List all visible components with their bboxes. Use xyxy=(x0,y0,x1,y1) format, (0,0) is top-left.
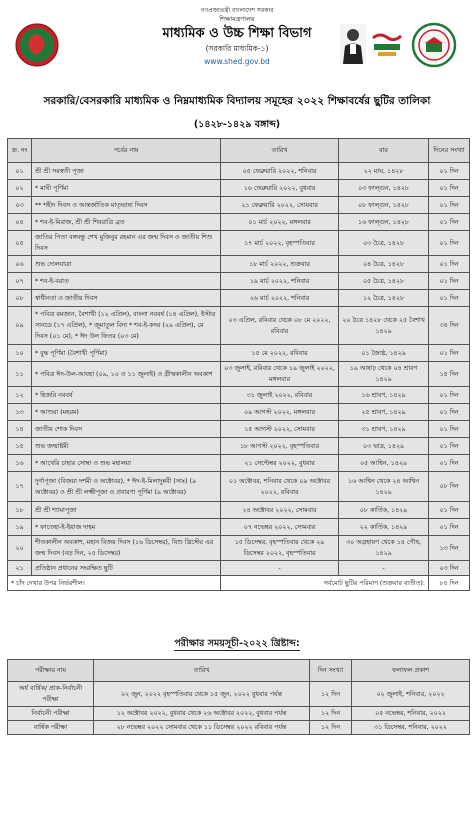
row-day-count: ০১ দিন xyxy=(429,256,470,273)
row-day-count: ০১ দিন xyxy=(429,387,470,404)
exam-name: নির্বাচনী পরীক্ষা xyxy=(8,707,94,721)
row-day-count: ০১ দিন xyxy=(429,273,470,290)
row-festival: শুভ জন্মাষ্টমী xyxy=(32,438,221,455)
holiday-table-header xyxy=(8,139,470,163)
portrait-icon xyxy=(340,24,366,64)
row-serial: ১২ xyxy=(8,387,32,404)
table-row xyxy=(8,387,470,404)
table-row xyxy=(8,231,470,256)
table-row xyxy=(8,404,470,421)
table-row xyxy=(8,421,470,438)
row-bangla-date: ০৩ ভাদ্র, ১৪২৯ xyxy=(339,438,429,455)
mujib-year-emblem-icon xyxy=(370,28,404,60)
row-date: ২৪ অক্টোবর ২০২২, সোমবার xyxy=(221,502,339,519)
row-festival: * পবিত্র রমজান, বৈশাখী (১২ এপ্রিল), বাংলা নববর্ষ (১৪ এপ্রিল), ইস্টার সানডে (১৭ এপ্রিল), * জুমাতুল বিদা * শব-ই-কদর (২৯ এপ্রিল), মে দিবস (০১ মে), * ঈদ উল ফিতর (০৩ মে) xyxy=(32,307,221,345)
row-date: ১৫ মে ২০২২, রবিবার xyxy=(221,345,339,362)
website-link[interactable]: www.shed.gov.bd xyxy=(204,57,270,66)
row-day-count: ০১ দিন xyxy=(429,231,470,256)
row-serial: ১৭ xyxy=(8,472,32,502)
row-serial: ১৫ xyxy=(8,438,32,455)
row-festival: * বুদ্ধ পূর্ণিমা (বৈশাখী পূর্ণিমা) xyxy=(32,345,221,362)
row-serial: ০৮ xyxy=(8,290,32,307)
row-day-count: ৩৪ দিন xyxy=(429,307,470,345)
row-festival: জাতির পিতা বঙ্গবন্ধু শেখ মুজিবুর রহমান এর জন্ম দিবস ও জাতীয় শিশু দিবস xyxy=(32,231,221,256)
table-row xyxy=(8,180,470,197)
row-festival: শুভ দোলযাত্রা xyxy=(32,256,221,273)
row-festival: * শব-ই-মিরাজ, শ্রী শ্রী শিবরাত্রি ব্রত xyxy=(32,214,221,231)
row-day-count: ১৫ দিন xyxy=(429,362,470,387)
exam-date: ২৮ নভেম্বর ২০২২ সোমবার থেকে ১১ ডিসেম্বর ২০২২ রবিবার পর্যন্ত xyxy=(94,721,310,735)
section-name: (সরকারি মাধ্যমিক-১) xyxy=(205,44,269,53)
row-bangla-date: ১২ চৈত্র, ১৪২৮ xyxy=(339,290,429,307)
row-festival: শ্রী শ্রী শ্যামাপূজা xyxy=(32,502,221,519)
table-row xyxy=(8,307,470,345)
row-festival: * হিজরি নববর্ষ xyxy=(32,387,221,404)
exam-row xyxy=(8,682,470,707)
exam-days: ১২ দিন xyxy=(310,721,352,735)
row-serial: ১৮ xyxy=(8,502,32,519)
row-day-count: ১৩ দিন xyxy=(429,536,470,561)
row-serial: ০১ xyxy=(8,163,32,180)
table-row xyxy=(8,561,470,576)
table-row xyxy=(8,536,470,561)
row-bangla-date: ০৮ ফাল্গুন, ১৪২৮ xyxy=(339,197,429,214)
document-subtitle: (১৪২৮-১৪২৯ বঙ্গাব্দ) xyxy=(193,119,281,130)
row-date: ১৫ ডিসেম্বর, বৃহস্পতিবার থেকে ২৯ ডিসেম্বর ২০২২, বৃহস্পতিবার xyxy=(221,536,339,561)
row-date: ০১ মার্চ ২০২২, মঙ্গলবার xyxy=(221,214,339,231)
row-bangla-date: ২৫ শ্রাবণ, ১৪২৯ xyxy=(339,404,429,421)
row-date: ০৩ এপ্রিল, রবিবার থেকে ০৮ মে ২০২২, রবিবার xyxy=(221,307,339,345)
row-date: ০৫ ফেব্রুয়ারি ২০২২, শনিবার xyxy=(221,163,339,180)
row-date: ১৮ মার্চ ২০২২, শুক্রবার xyxy=(221,256,339,273)
row-bangla-date: ০৩ চৈত্র, ১৪২৮ xyxy=(339,231,429,256)
row-bangla-date: ০৪ চৈত্র, ১৪২৮ xyxy=(339,256,429,273)
exam-days: ১২ দিন xyxy=(310,682,352,707)
row-date: ২১ সেপ্টেম্বর ২০২২, বুধবার xyxy=(221,455,339,472)
document-title: সরকারি/বেসরকারি মাধ্যমিক ও নিম্নমাধ্যমিক বিদ্যালয় সমূহের ২০২২ শিক্ষাবর্ষের ছুটির তালিকা xyxy=(43,95,431,107)
row-date: ১৮ আগস্ট ২০২২, বৃহস্পতিবার xyxy=(221,438,339,455)
row-date: ০৯ আগস্ট ২০২২, মঙ্গলবার xyxy=(221,404,339,421)
exam-result-date: ৩১ ডিসেম্বর, শনিবার, ২০২২ xyxy=(352,721,470,735)
column-header-bangla-date: বার xyxy=(339,139,429,163)
table-row xyxy=(8,214,470,231)
row-day-count: ০১ দিন xyxy=(429,163,470,180)
row-serial: ১১ xyxy=(8,362,32,387)
total-holidays-label: সর্বমোট ছুটির পরিমাণ (শুক্রবার ব্যতীত): xyxy=(221,576,429,591)
column-header-date: তারিখ xyxy=(221,139,339,163)
row-serial: ০৯ xyxy=(8,307,32,345)
exam-result-date: ০২ জুলাই, শনিবার, ২০২২ xyxy=(352,682,470,707)
exam-schedule-title xyxy=(0,637,474,652)
row-day-count: ০১ দিন xyxy=(429,404,470,421)
table-row xyxy=(8,472,470,502)
column-header-day-count: দিনের সংখ্যা xyxy=(429,139,470,163)
row-bangla-date: ২০ চৈত্র ১৪২৮ থেকে ২৫ বৈশাখ ১৪২৯ xyxy=(339,307,429,345)
row-festival: * পবিত্র ঈদ-উল-আযহা (০৯, ১০ ও ১১ জুলাই) ও গ্রীষ্মকালীন অবকাশ xyxy=(32,362,221,387)
row-day-count: ০১ দিন xyxy=(429,455,470,472)
row-bangla-date: ০১ জ্যৈষ্ঠ, ১৪২৯ xyxy=(339,345,429,362)
exam-result-date: ০৫ নভেম্বর, শনিবার, ২০২২ xyxy=(352,707,470,721)
row-serial: ২০ xyxy=(8,536,32,561)
row-date: ২৬ মার্চ ২০২২, শনিবার xyxy=(221,290,339,307)
row-day-count: ০৮ দিন xyxy=(429,472,470,502)
row-festival: * ফাতেহা-ই-ইয়াজ দাহম xyxy=(32,519,221,536)
row-bangla-date: ১৬ আশ্বিন থেকে ২৪ আশ্বিন ১৪২৯ xyxy=(339,472,429,502)
row-bangla-date: ০৫ চৈত্র, ১৪২৮ xyxy=(339,273,429,290)
row-day-count: ০১ দিন xyxy=(429,345,470,362)
row-bangla-date: ৩০ অগ্রহায়ণ থেকে ১৪ পৌষ, ১৪২৯ xyxy=(339,536,429,561)
row-date: ০৭ নভেম্বর ২০২২, সোমবার xyxy=(221,519,339,536)
row-serial: ১৬ xyxy=(8,455,32,472)
exam-date: ১২ অক্টোবর ২০২২, বুধবার থেকে ২৬ অক্টোবর ২০২২, বুধবার পর্যন্ত xyxy=(94,707,310,721)
exam-row xyxy=(8,707,470,721)
row-bangla-date: ৩১ শ্রাবণ, ১৪২৯ xyxy=(339,421,429,438)
row-bangla-date: ১৯ আষাঢ় থেকে ০৪ শ্রাবণ ১৪২৯ xyxy=(339,362,429,387)
row-festival: * শব-ই-বরাত xyxy=(32,273,221,290)
row-day-count: ০১ দিন xyxy=(429,519,470,536)
row-day-count: ০১ দিন xyxy=(429,290,470,307)
row-day-count: ০১ দিন xyxy=(429,197,470,214)
exam-days: ১২ দিন xyxy=(310,707,352,721)
row-serial: ২১ xyxy=(8,561,32,576)
column-header-exam-days: দিন সংখ্যা xyxy=(310,660,352,682)
table-row xyxy=(8,455,470,472)
row-date: ০১ অক্টোবর, শনিবার থেকে ০৯ অক্টোবর ২০২২, রবিবার xyxy=(221,472,339,502)
row-festival: শীতকালীন অবকাশ, মহান বিজয় দিবস (১৬ ডিসেম্বর), যিশু খ্রিস্টের এর জন্ম দিবস (বড় দিন, ২৫ ডিসেম্বর) xyxy=(32,536,221,561)
ministry-name: শিক্ষামন্ত্রণালয় xyxy=(219,15,255,23)
row-date: ১৭ মার্চ ২০২২, বৃহস্পতিবার xyxy=(221,231,339,256)
ministry-of-education-seal-icon xyxy=(411,22,457,68)
row-festival: জাতীয় শোক দিবস xyxy=(32,421,221,438)
row-bangla-date: ২২ কার্তিক, ১৪২৯ xyxy=(339,519,429,536)
row-bangla-date: ০৩ ফাল্গুন, ১৪২৮ xyxy=(339,180,429,197)
row-festival: * আশুরা (মহরম) xyxy=(32,404,221,421)
row-serial: ০৭ xyxy=(8,273,32,290)
table-row xyxy=(8,438,470,455)
table-row xyxy=(8,502,470,519)
exam-table-header xyxy=(8,660,470,682)
department-name: মাধ্যমিক ও উচ্চ শিক্ষা বিভাগ xyxy=(162,26,312,41)
row-serial: ০৪ xyxy=(8,214,32,231)
row-date: ০৩ জুলাই, রবিবার থেকে ১৯ জুলাই ২০২২, মঙ্গলবার xyxy=(221,362,339,387)
row-festival: শ্রী শ্রী সরস্বতী পূজা xyxy=(32,163,221,180)
column-header-serial: ক্র. নং xyxy=(8,139,32,163)
row-festival: প্রতিষ্ঠান প্রধানের সংরক্ষিত ছুটি xyxy=(32,561,221,576)
table-row xyxy=(8,362,470,387)
table-footer-row xyxy=(8,576,470,591)
row-serial: ০৬ xyxy=(8,256,32,273)
row-bangla-date: ১৬ ফাল্গুন, ১৪২৮ xyxy=(339,214,429,231)
row-bangla-date: ০৫ আশ্বিন, ১৪২৯ xyxy=(339,455,429,472)
column-header-result: ফলাফল প্রকাশ xyxy=(352,660,470,682)
row-day-count: ০১ দিন xyxy=(429,421,470,438)
table-row xyxy=(8,163,470,180)
row-day-count: ০১ দিন xyxy=(429,214,470,231)
row-date: ২১ ফেব্রুয়ারি ২০২২, সোমবার xyxy=(221,197,339,214)
row-serial: ০৫ xyxy=(8,231,32,256)
table-row xyxy=(8,519,470,536)
exam-row xyxy=(8,721,470,735)
row-date: ৩১ জুলাই ২০২২, রবিবার xyxy=(221,387,339,404)
table-row xyxy=(8,256,470,273)
row-day-count: ০১ দিন xyxy=(429,180,470,197)
column-header-exam-name: পরীক্ষার নাম xyxy=(8,660,94,682)
exam-name: বার্ষিক পরীক্ষা xyxy=(8,721,94,735)
row-festival: দুর্গাপূজা (বিজয়া দশমী ও অক্টোবর), * ঈদ-ই-মিলাদুন্নবী (সাঃ) (৯ অক্টোবর) ও শ্রী শ্রী লক্ষ্মীপূজা ও প্রবারণা পূর্ণিমা (৯ অক্টোবর) xyxy=(32,472,221,502)
row-festival: ** শহীদ দিবস ও আন্তর্জাতিক মাতৃভাষা দিবস xyxy=(32,197,221,214)
row-bangla-date: ০৮ কার্তিক, ১৪২৯ xyxy=(339,502,429,519)
row-festival: * আখেরি চাহার সোম্বা ও শুভ মহালয়া xyxy=(32,455,221,472)
row-day-count: ০১ দিন xyxy=(429,438,470,455)
exam-schedule-title-text: পরীক্ষার সময়সূচী-২০২২ খ্রিষ্টাব্দ: xyxy=(174,638,300,649)
row-serial: ০২ xyxy=(8,180,32,197)
exam-date: ০২ জুন, ২০২২ বৃহস্পতিবার থেকে ১৫ জুন, ২০২২ বুধবার পর্যন্ত xyxy=(94,682,310,707)
row-festival: স্বাধীনতা ও জাতীয় দিবস xyxy=(32,290,221,307)
row-bangla-date: ১৬ শ্রাবণ, ১৪২৯ xyxy=(339,387,429,404)
table-row xyxy=(8,197,470,214)
row-day-count: ০১ দিন xyxy=(429,502,470,519)
row-serial: ১৪ xyxy=(8,421,32,438)
row-day-count: ০৩ দিন xyxy=(429,561,470,576)
government-line: গণপ্রজাতন্ত্রী বাংলাদেশ সরকার xyxy=(200,7,274,14)
row-serial: ১৯ xyxy=(8,519,32,536)
row-date: - xyxy=(221,561,339,576)
row-festival: * মাঘী পূর্ণিমা xyxy=(32,180,221,197)
row-bangla-date: ২২ মাঘ, ১৪২৮ xyxy=(339,163,429,180)
total-holidays-value: ৮৫ দিন xyxy=(429,576,470,591)
exam-name: অর্ধ বার্ষিক/ প্রাক-নির্বাচনী পরীক্ষা xyxy=(8,682,94,707)
row-date: ১৫ আগস্ট ২০২২, সোমবার xyxy=(221,421,339,438)
row-date: ১৬ ফেব্রুয়ারি ২০২২, বুধবার xyxy=(221,180,339,197)
holiday-table xyxy=(7,138,470,591)
exam-schedule-table xyxy=(7,659,470,735)
row-bangla-date: - xyxy=(339,561,429,576)
column-header-festival: পর্বের নাম xyxy=(32,139,221,163)
row-date: ১৯ মার্চ ২০২২, শনিবার xyxy=(221,273,339,290)
table-row xyxy=(8,273,470,290)
row-serial: ১৩ xyxy=(8,404,32,421)
moon-sighting-footnote: * চাঁদ দেখার উপর নির্ভরশীল। xyxy=(8,576,221,591)
row-serial: ০৩ xyxy=(8,197,32,214)
column-header-exam-date: তারিখ xyxy=(94,660,310,682)
table-row xyxy=(8,345,470,362)
table-row xyxy=(8,290,470,307)
row-serial: ১০ xyxy=(8,345,32,362)
